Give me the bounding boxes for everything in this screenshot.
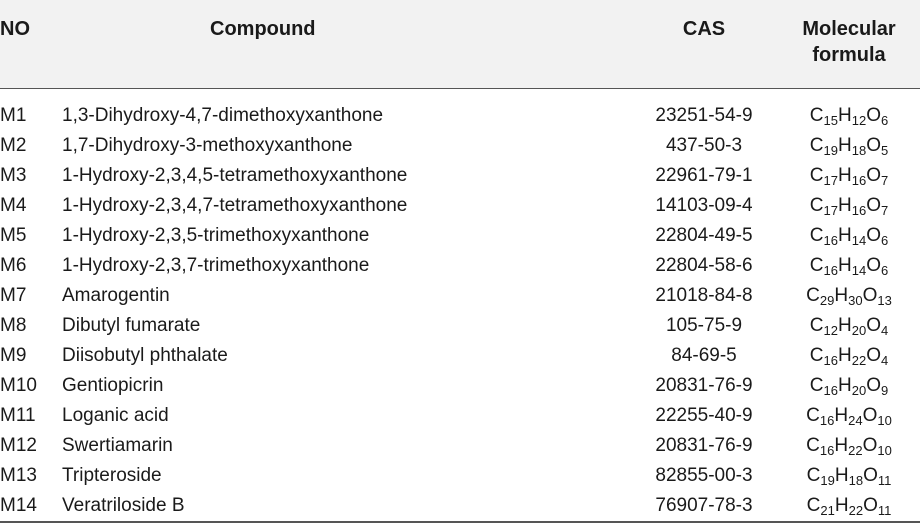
formula-element: H	[837, 164, 852, 186]
table-row	[0, 281, 920, 311]
table-row	[0, 461, 920, 491]
formula-element: C	[809, 164, 824, 186]
formula-element: C	[806, 434, 820, 456]
formula-element: C	[809, 104, 824, 126]
formula-subscript: 16	[851, 202, 867, 218]
formula-subscript: 19	[823, 142, 838, 158]
formula-subscript: 6	[880, 112, 889, 128]
header-formula	[778, 0, 920, 88]
formula-element: O	[866, 374, 881, 396]
formula-element: O	[863, 464, 878, 486]
formula-element: C	[809, 254, 824, 276]
formula-subscript: 6	[880, 262, 889, 278]
cell-formula	[778, 251, 920, 281]
formula-element: O	[866, 194, 881, 216]
formula-element: C	[809, 344, 824, 366]
cell-cas: 105-75-9	[665, 314, 743, 336]
formula-element: H	[837, 194, 852, 216]
formula-subscript: 16	[823, 382, 838, 398]
table-row	[0, 431, 920, 461]
cell-compound: Swertiamarin	[62, 434, 173, 456]
formula-subscript: 7	[880, 172, 889, 188]
cell-formula	[778, 401, 920, 431]
cell-compound: Amarogentin	[62, 284, 170, 306]
cell-compound: Diisobutyl phthalate	[62, 344, 228, 366]
cell-cas: 84-69-5	[671, 344, 737, 366]
formula-element: H	[837, 224, 852, 246]
cell-cas: 22804-49-5	[655, 224, 753, 246]
formula-element: O	[862, 284, 878, 306]
formula-subscript: 17	[823, 172, 838, 188]
cell-cas: 22961-79-1	[655, 164, 753, 186]
cell-compound: 1,7-Dihydroxy-3-methoxyxanthone	[62, 134, 353, 156]
formula-element: H	[834, 494, 849, 516]
cell-compound: 1-Hydroxy-2,3,7-trimethoxyxanthone	[62, 254, 370, 276]
formula-subscript: 18	[848, 472, 864, 488]
table-row	[0, 251, 920, 281]
cell-no: M2	[0, 134, 27, 156]
header-row	[0, 0, 920, 88]
formula-element: H	[834, 464, 849, 486]
formula-subscript: 13	[877, 292, 892, 308]
cell-compound: 1-Hydroxy-2,3,5-trimethoxyxanthone	[62, 224, 370, 246]
formula-subscript: 4	[880, 352, 889, 368]
cell-formula	[778, 311, 920, 341]
formula-element: C	[806, 404, 820, 426]
cell-cas: 23251-54-9	[655, 104, 753, 126]
cell-cas: 437-50-3	[665, 134, 743, 156]
header-formula-line1: Molecular	[802, 18, 896, 40]
formula-subscript: 21	[820, 502, 835, 518]
formula-subscript: 4	[880, 322, 889, 338]
formula-subscript: 11	[877, 472, 892, 488]
formula-subscript: 29	[819, 292, 835, 308]
formula-subscript: 18	[851, 142, 867, 158]
table-row	[0, 88, 920, 131]
formula-subscript: 22	[851, 352, 867, 368]
formula-element: O	[866, 224, 881, 246]
formula-element: O	[866, 104, 881, 126]
cell-no: M11	[0, 404, 36, 426]
formula-subscript: 12	[823, 322, 838, 338]
formula-subscript: 14	[851, 262, 867, 278]
formula-subscript: 30	[848, 292, 863, 308]
cell-no: M13	[0, 464, 37, 486]
formula-element: C	[806, 284, 820, 306]
cell-compound: Veratriloside B	[62, 494, 185, 516]
cell-formula	[778, 88, 920, 131]
table-row	[0, 131, 920, 161]
header-compound: Compound	[210, 18, 316, 40]
cell-formula	[778, 461, 920, 491]
cell-cas: 22255-40-9	[655, 404, 753, 426]
formula-element: C	[809, 314, 824, 336]
formula-element: H	[834, 284, 849, 306]
table-row	[0, 491, 920, 522]
formula-subscript: 14	[851, 232, 867, 248]
table-row	[0, 191, 920, 221]
cell-cas: 20831-76-9	[655, 434, 753, 456]
cell-compound: Gentiopicrin	[62, 374, 164, 396]
cell-compound: 1-Hydroxy-2,3,4,5-tetramethoxyxanthone	[62, 164, 408, 186]
cell-formula	[778, 221, 920, 251]
formula-element: O	[866, 344, 881, 366]
formula-subscript: 7	[880, 202, 889, 218]
formula-element: H	[837, 134, 852, 156]
cell-cas: 14103-09-4	[655, 194, 753, 216]
formula-subscript: 6	[880, 232, 889, 248]
formula-subscript: 16	[851, 172, 867, 188]
cell-cas: 22804-58-6	[655, 254, 753, 276]
cell-formula	[778, 161, 920, 191]
table-body	[0, 88, 920, 522]
table-row	[0, 371, 920, 401]
cell-cas: 21018-84-8	[655, 284, 753, 306]
formula-element: C	[809, 194, 824, 216]
formula-element: C	[809, 224, 824, 246]
cell-no: M14	[0, 494, 37, 516]
cell-no: M7	[0, 284, 27, 306]
formula-element: O	[866, 314, 881, 336]
cell-formula	[778, 491, 920, 522]
cell-no: M5	[0, 224, 27, 246]
formula-subscript: 20	[851, 382, 867, 398]
cell-formula	[778, 191, 920, 221]
cell-compound: 1,3-Dihydroxy-4,7-dimethoxyxanthone	[62, 104, 384, 126]
cell-compound: Dibutyl fumarate	[62, 314, 201, 336]
formula-subscript: 24	[848, 412, 863, 428]
formula-subscript: 20	[851, 322, 867, 338]
cell-no: M1	[0, 104, 27, 126]
cell-compound: 1-Hydroxy-2,3,4,7-tetramethoxyxanthone	[62, 194, 408, 216]
formula-element: H	[837, 104, 852, 126]
cell-no: M9	[0, 344, 27, 366]
formula-element: O	[866, 134, 881, 156]
header-formula-line2: formula	[812, 44, 886, 66]
cell-no: M12	[0, 434, 37, 456]
formula-element: H	[837, 374, 852, 396]
cell-formula	[778, 281, 920, 311]
table-row	[0, 221, 920, 251]
formula-subscript: 16	[819, 412, 835, 428]
formula-subscript: 10	[877, 412, 892, 428]
formula-subscript: 16	[823, 262, 838, 278]
formula-subscript: 16	[823, 352, 838, 368]
formula-element: H	[837, 314, 852, 336]
formula-element: H	[837, 344, 852, 366]
cell-cas: 82855-00-3	[655, 464, 753, 486]
cell-formula	[778, 341, 920, 371]
cell-formula	[778, 371, 920, 401]
formula-subscript: 19	[820, 472, 835, 488]
table-row	[0, 401, 920, 431]
cell-no: M10	[0, 374, 37, 396]
cell-no: M6	[0, 254, 27, 276]
formula-subscript: 10	[877, 442, 892, 458]
table-row	[0, 341, 920, 371]
formula-subscript: 15	[823, 112, 838, 128]
formula-element: O	[863, 494, 878, 516]
cell-compound: Loganic acid	[62, 404, 169, 426]
cell-cas: 76907-78-3	[655, 494, 753, 516]
formula-element: C	[809, 374, 824, 396]
formula-element: O	[862, 434, 878, 456]
table-header	[0, 0, 920, 88]
formula-subscript: 5	[880, 142, 889, 158]
formula-subscript: 22	[848, 442, 863, 458]
formula-element: H	[834, 404, 849, 426]
formula-element: O	[862, 404, 878, 426]
cell-formula	[778, 131, 920, 161]
formula-subscript: 17	[823, 202, 838, 218]
table-row	[0, 311, 920, 341]
header-no: NO	[0, 18, 30, 40]
formula-subscript: 16	[823, 232, 838, 248]
header-cas: CAS	[682, 18, 726, 40]
cell-cas: 20831-76-9	[655, 374, 753, 396]
cell-formula	[778, 431, 920, 461]
formula-subscript: 11	[877, 502, 892, 518]
formula-element: O	[866, 164, 881, 186]
cell-no: M4	[0, 194, 27, 216]
formula-element: H	[837, 254, 852, 276]
formula-element: H	[834, 434, 849, 456]
formula-element: C	[806, 464, 821, 486]
formula-subscript: 9	[880, 382, 889, 398]
cell-no: M3	[0, 164, 27, 186]
formula-subscript: 22	[848, 502, 864, 518]
formula-element: O	[866, 254, 881, 276]
cell-no: M8	[0, 314, 27, 336]
formula-element: C	[806, 494, 821, 516]
cell-compound: Tripteroside	[62, 464, 162, 486]
formula-subscript: 12	[851, 112, 867, 128]
table-row	[0, 161, 920, 191]
formula-element: C	[809, 134, 824, 156]
formula-subscript: 16	[819, 442, 835, 458]
